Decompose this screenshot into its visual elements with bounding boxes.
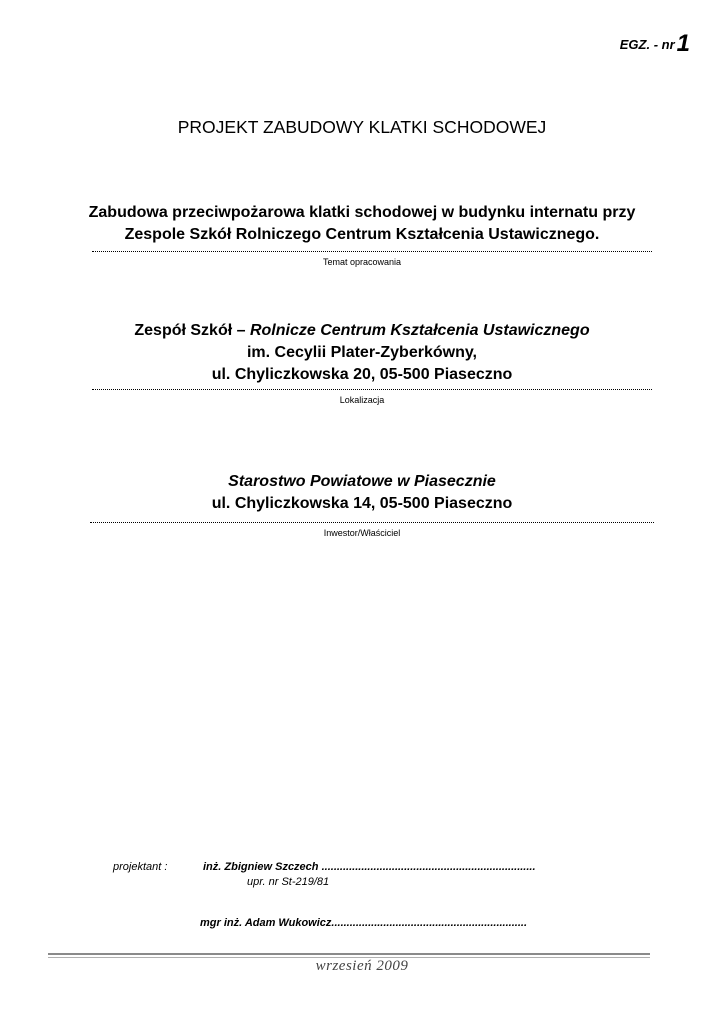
designer-dots: ......................................................................: [321, 861, 536, 873]
document-title: PROJEKT ZABUDOWY KLATKI SCHODOWEJ: [177, 117, 547, 137]
designer-label: projektant :: [113, 861, 168, 873]
investor-caption: Inwestor/Właściciel: [323, 528, 401, 538]
location-line-1-italic: Rolnicze Centrum Kształcenia Ustawicznego: [249, 322, 590, 339]
topic-line-1: Zabudowa przeciwpożarowa klatki schodowej w budynku internatu przy: [88, 204, 636, 221]
location-dotted-line: [92, 389, 652, 390]
footer-rule: [48, 953, 650, 955]
designer-signature-line: [203, 861, 536, 873]
topic-caption: Temat opracowania: [322, 257, 402, 267]
location-line-1: [0, 320, 724, 342]
topic-block: [0, 202, 724, 246]
location-block: [0, 320, 724, 386]
topic-line-2: Zespole Szkół Rolniczego Centrum Kształcenia Ustawicznego.: [124, 226, 600, 243]
investor-line-1-text: Starostwo Powiatowe w Piasecznie: [228, 473, 496, 490]
investor-line-2: ul. Chyliczkowska 14, 05-500 Piaseczno: [211, 495, 513, 512]
location-caption: Lokalizacja: [339, 395, 385, 405]
location-line-3: ul. Chyliczkowska 20, 05-500 Piaseczno: [211, 366, 513, 383]
footer-date: wrzesień 2009: [315, 958, 409, 974]
second-name: mgr inż. Adam Wukowicz: [200, 917, 332, 929]
second-dots: ................................................................: [331, 917, 527, 929]
investor-line-1: [0, 471, 724, 493]
second-signature-line: [200, 917, 527, 929]
designer-name: inż. Zbigniew Szczech: [203, 861, 319, 873]
copy-number-label: EGZ. - nr: [619, 37, 675, 52]
location-line-2: im. Cecylii Plater-Zyberkówny,: [246, 344, 477, 361]
designer-license: upr. nr St-219/81: [247, 876, 330, 888]
investor-block: [0, 471, 724, 515]
investor-dotted-line: [90, 522, 654, 523]
location-line-1-prefix: Zespół Szkół –: [134, 322, 250, 339]
copy-number-value: 1: [676, 30, 690, 57]
copy-number: [620, 30, 690, 58]
topic-dotted-line: [92, 251, 652, 252]
